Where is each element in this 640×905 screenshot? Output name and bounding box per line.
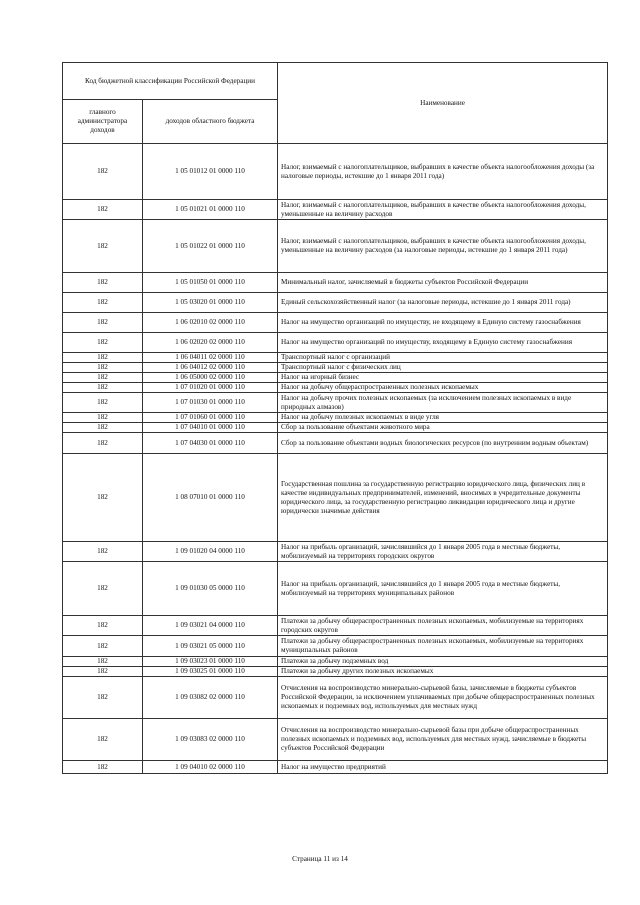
name-cell: Отчисления на воспроизводство минерально-сырьевой базы при добыче общераспространенных полезных ископаемых и подземных вод, используемых для местных нужд, зачисляемые в бюджеты субъектов Российской Федерации — [278, 719, 608, 761]
header-income-column: доходов областного бюджета — [143, 100, 278, 144]
name-cell: Платежи за добычу подземных вод — [278, 657, 608, 667]
table-row — [63, 333, 608, 353]
admin-code-cell: 182 — [63, 144, 143, 200]
admin-code-cell: 182 — [63, 562, 143, 616]
admin-code-cell: 182 — [63, 677, 143, 719]
table-row — [63, 761, 608, 774]
income-code-cell: 1 09 03021 05 0000 110 — [143, 636, 278, 657]
income-code-cell: 1 06 04011 02 0000 110 — [143, 353, 278, 363]
admin-code-cell: 182 — [63, 413, 143, 423]
admin-code-cell: 182 — [63, 313, 143, 333]
income-code-cell: 1 09 01020 04 0000 110 — [143, 542, 278, 562]
name-cell: Транспортный налог с физических лиц — [278, 363, 608, 373]
header-name-column: Наименование — [278, 63, 608, 144]
table-row — [63, 616, 608, 636]
table-body — [63, 63, 608, 774]
name-cell: Платежи за добычу общераспространенных полезных ископаемых, мобилизуемые на территориях муниципальных районов — [278, 636, 608, 657]
income-code-cell: 1 07 01060 01 0000 110 — [143, 413, 278, 423]
admin-code-cell: 182 — [63, 667, 143, 677]
name-cell: Налог, взимаемый с налогоплательщиков, выбравших в качестве объекта налогообложения доходы, уменьшенные на величину расходов (за налоговые периоды, истекшие до 1 января 2011 года) — [278, 220, 608, 273]
name-cell: Платежи за добычу других полезных ископаемых — [278, 667, 608, 677]
table-row — [63, 313, 608, 333]
admin-code-cell: 182 — [63, 273, 143, 293]
name-cell: Налог на игорный бизнес — [278, 373, 608, 383]
income-code-cell: 1 09 03083 02 0000 110 — [143, 719, 278, 761]
name-cell: Налог на добычу полезных ископаемых в виде угля — [278, 413, 608, 423]
name-cell: Единый сельскохозяйственный налог (за налоговые периоды, истекшие до 1 января 2011 года) — [278, 293, 608, 313]
table-row — [63, 373, 608, 383]
income-code-cell: 1 07 04030 01 0000 110 — [143, 433, 278, 454]
income-code-cell: 1 09 03025 01 0000 110 — [143, 667, 278, 677]
table-row — [63, 542, 608, 562]
admin-code-cell: 182 — [63, 433, 143, 454]
table-row — [63, 454, 608, 542]
admin-code-cell: 182 — [63, 393, 143, 413]
admin-code-cell: 182 — [63, 220, 143, 273]
table-row — [63, 353, 608, 363]
table-row — [63, 383, 608, 393]
admin-code-cell: 182 — [63, 657, 143, 667]
name-cell: Сбор за пользование объектами водных биологических ресурсов (по внутренним водным объектам) — [278, 433, 608, 454]
income-code-cell: 1 05 01012 01 0000 110 — [143, 144, 278, 200]
table-row — [63, 657, 608, 667]
income-code-cell: 1 09 03023 01 0000 110 — [143, 657, 278, 667]
admin-code-cell: 182 — [63, 454, 143, 542]
admin-code-cell: 182 — [63, 373, 143, 383]
income-code-cell: 1 05 01022 01 0000 110 — [143, 220, 278, 273]
name-cell: Отчисления на воспроизводство минерально-сырьевой базы, зачисляемые в бюджеты субъектов Российской Федерации, за исключением уплачиваемых при добыче общераспространенных полезных ископаемых и подземных вод, используемых для местных нужд — [278, 677, 608, 719]
name-cell: Налог на имущество организаций по имуществу, не входящему в Единую систему газоснабжения — [278, 313, 608, 333]
income-code-cell: 1 06 02020 02 0000 110 — [143, 333, 278, 353]
admin-code-cell: 182 — [63, 616, 143, 636]
table-row — [63, 144, 608, 200]
income-code-cell: 1 05 01021 01 0000 110 — [143, 200, 278, 220]
table-row — [63, 200, 608, 220]
income-code-cell: 1 09 04010 02 0000 110 — [143, 761, 278, 774]
table-row — [63, 393, 608, 413]
name-cell: Транспортный налог с организаций — [278, 353, 608, 363]
table-row — [63, 667, 608, 677]
admin-code-cell: 182 — [63, 200, 143, 220]
admin-code-cell: 182 — [63, 383, 143, 393]
table-row — [63, 423, 608, 433]
admin-code-cell: 182 — [63, 423, 143, 433]
admin-code-cell: 182 — [63, 636, 143, 657]
income-code-cell: 1 09 03021 04 0000 110 — [143, 616, 278, 636]
table-row — [63, 677, 608, 719]
table-row — [63, 220, 608, 273]
admin-code-cell: 182 — [63, 761, 143, 774]
budget-code-table — [62, 62, 608, 774]
income-code-cell: 1 07 01020 01 0000 110 — [143, 383, 278, 393]
table-row — [63, 433, 608, 454]
income-code-cell: 1 08 07010 01 0000 110 — [143, 454, 278, 542]
admin-code-cell: 182 — [63, 293, 143, 313]
table-row — [63, 363, 608, 373]
admin-code-cell: 182 — [63, 353, 143, 363]
name-cell: Налог на прибыль организаций, зачислявшийся до 1 января 2005 года в местные бюджеты, мобилизуемый на территориях городских округов — [278, 542, 608, 562]
header-row — [63, 63, 608, 100]
income-code-cell: 1 09 03082 02 0000 110 — [143, 677, 278, 719]
admin-code-cell: 182 — [63, 333, 143, 353]
name-cell: Налог на прибыль организаций, зачислявшийся до 1 января 2005 года в местные бюджеты, мобилизуемый на территориях муниципальных районов — [278, 562, 608, 616]
admin-code-cell: 182 — [63, 542, 143, 562]
name-cell: Налог на добычу прочих полезных ископаемых (за исключением полезных ископаемых в виде природных алмазов) — [278, 393, 608, 413]
income-code-cell: 1 05 01050 01 0000 110 — [143, 273, 278, 293]
table-row — [63, 562, 608, 616]
name-cell: Налог на имущество организаций по имуществу, входящему в Единую систему газоснабжения — [278, 333, 608, 353]
table-row — [63, 636, 608, 657]
admin-code-cell: 182 — [63, 719, 143, 761]
income-code-cell: 1 05 03020 01 0000 110 — [143, 293, 278, 313]
header-admin-column: главного администратора доходов — [63, 100, 143, 144]
table-row — [63, 293, 608, 313]
name-cell: Платежи за добычу общераспространенных полезных ископаемых, мобилизуемые на территориях городских округов — [278, 616, 608, 636]
name-cell: Сбор за пользование объектами животного мира — [278, 423, 608, 433]
name-cell: Налог, взимаемый с налогоплательщиков, выбравших в качестве объекта налогообложения доходы (за налоговые периоды, истекшие до 1 января 2011 года) — [278, 144, 608, 200]
name-cell: Налог на добычу общераспространенных полезных ископаемых — [278, 383, 608, 393]
page-number: Страница 11 из 14 — [292, 855, 348, 863]
table-row — [63, 413, 608, 423]
name-cell: Минимальный налог, зачисляемый в бюджеты субъектов Российской Федерации — [278, 273, 608, 293]
admin-code-cell: 182 — [63, 363, 143, 373]
name-cell: Налог, взимаемый с налогоплательщиков, выбравших в качестве объекта налогообложения доходы, уменьшенные на величину расходов — [278, 200, 608, 220]
income-code-cell: 1 06 02010 02 0000 110 — [143, 313, 278, 333]
income-code-cell: 1 09 01030 05 0000 110 — [143, 562, 278, 616]
header-group-title: Код бюджетной классификации Российской Федерации — [63, 63, 278, 100]
table-row — [63, 273, 608, 293]
income-code-cell: 1 06 04012 02 0000 110 — [143, 363, 278, 373]
name-cell: Государственная пошлина за государственную регистрацию юридического лица, физических лиц в качестве индивидуальных предпринимателей, изменений, вносимых в учредительные документы юридического лица, за государственную регистрацию ликвидации юридического лица и другие юридически значимые действия — [278, 454, 608, 542]
income-code-cell: 1 07 01030 01 0000 110 — [143, 393, 278, 413]
income-code-cell: 1 07 04010 01 0000 110 — [143, 423, 278, 433]
income-code-cell: 1 06 05000 02 0000 110 — [143, 373, 278, 383]
table-row — [63, 719, 608, 761]
name-cell: Налог на имущество предприятий — [278, 761, 608, 774]
